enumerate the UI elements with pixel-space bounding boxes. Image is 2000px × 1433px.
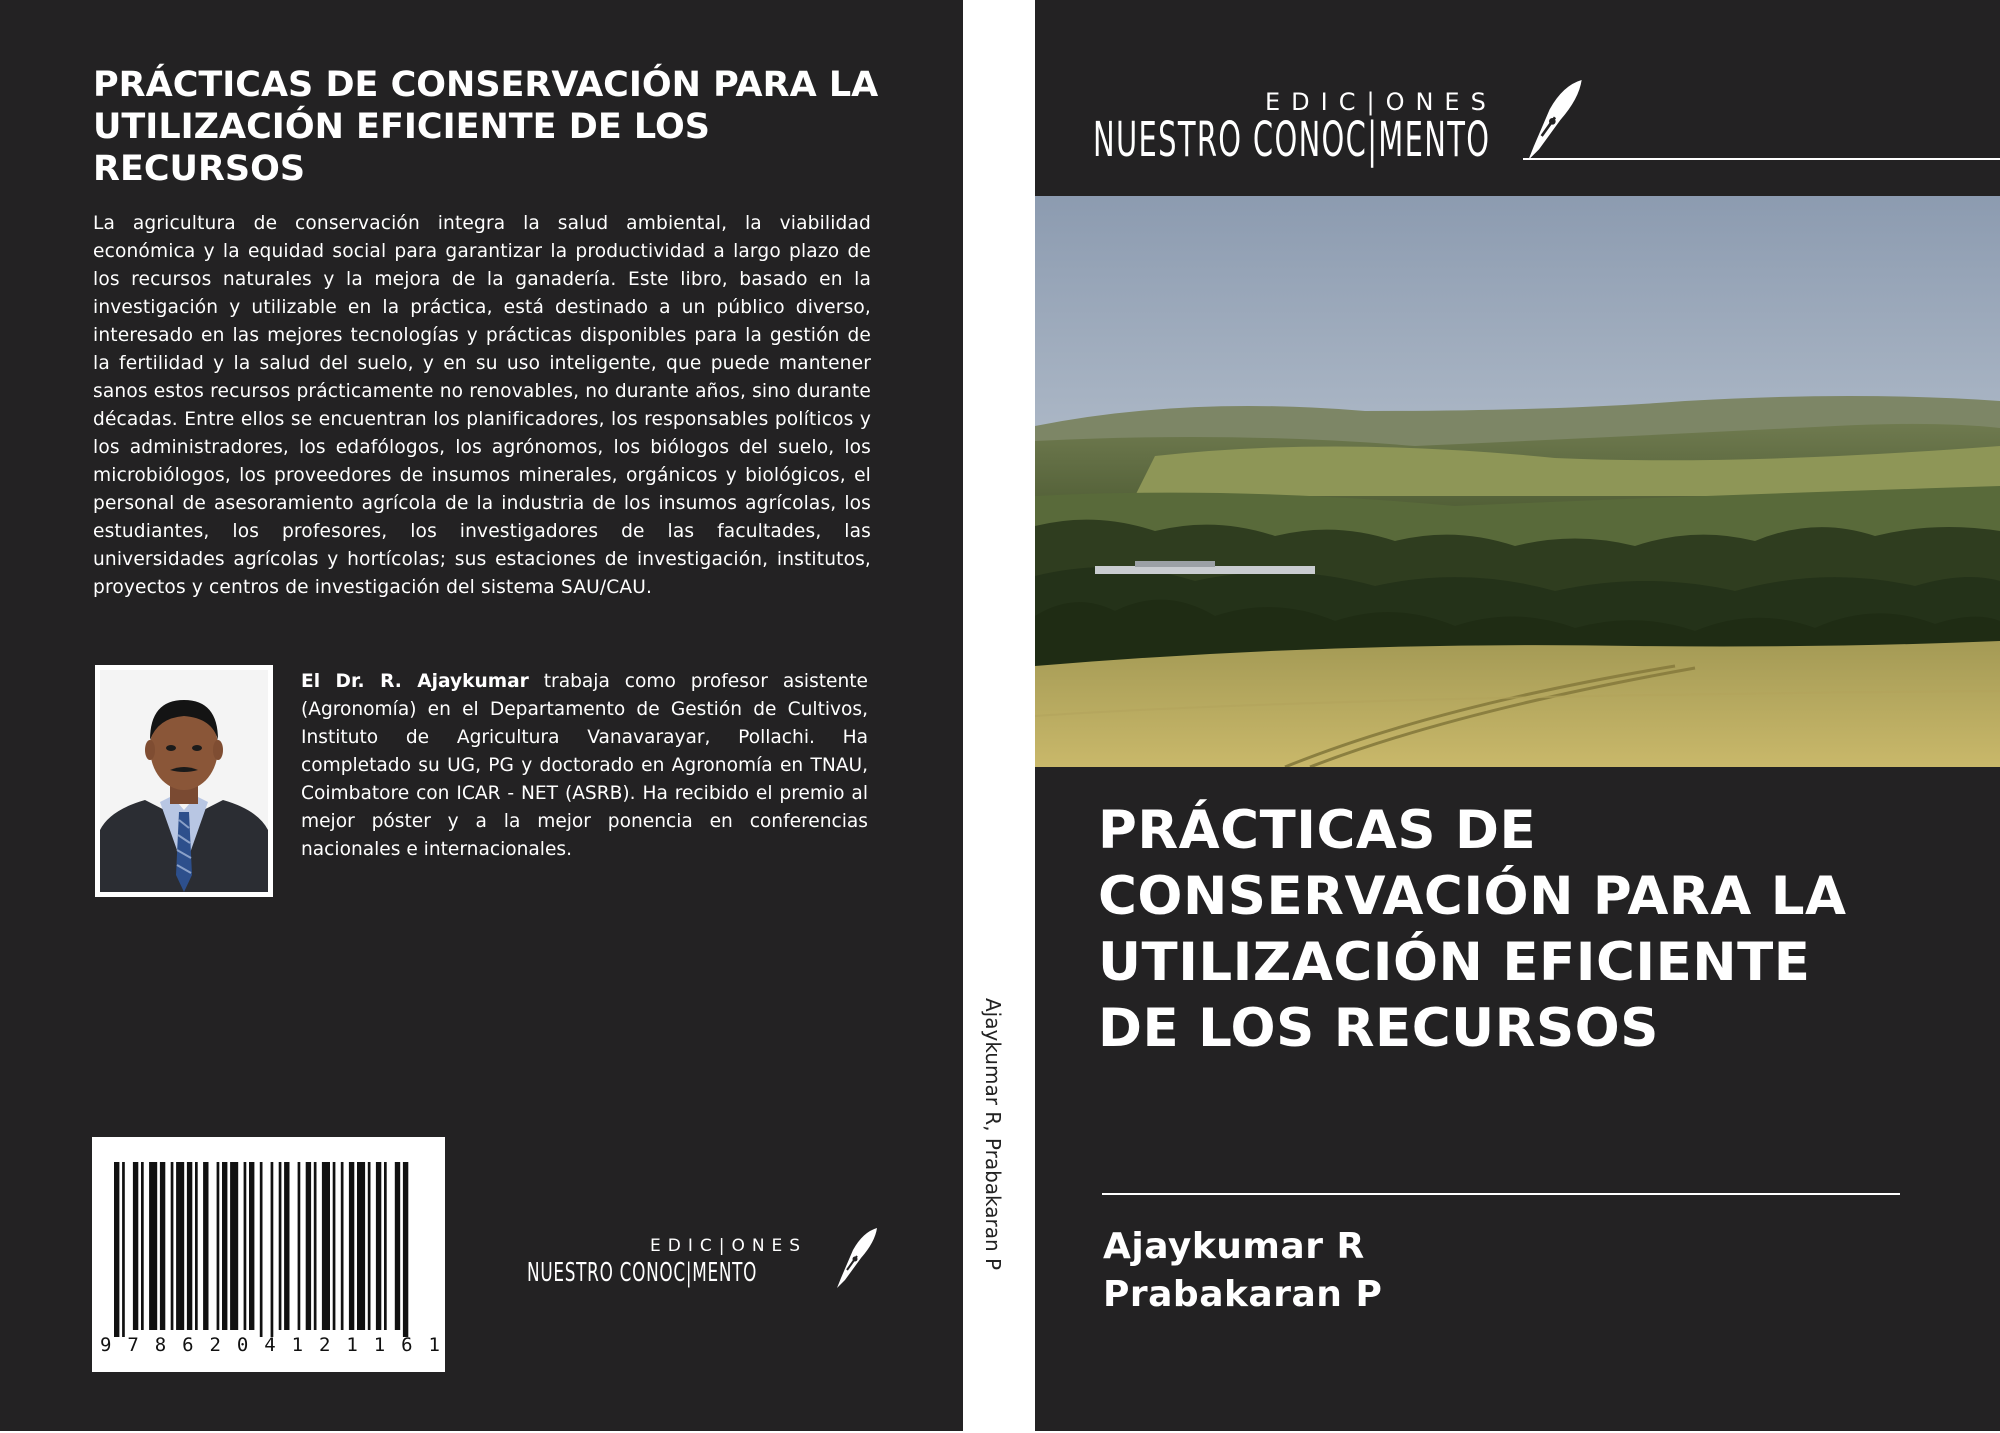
- barcode-bar: [298, 1162, 301, 1330]
- publisher-editions-text: EDIC|ONES: [650, 1236, 808, 1256]
- barcode-bar: [149, 1162, 157, 1330]
- author-bio-name: El Dr. R. Ajaykumar: [301, 671, 529, 692]
- cover-landscape-photo: [1035, 196, 2000, 767]
- publisher-logo-front: [1093, 70, 2000, 170]
- barcode-bar: [368, 1162, 371, 1330]
- barcode-bar: [333, 1162, 336, 1330]
- publisher-rule: [1523, 158, 2000, 160]
- barcode-bar: [217, 1162, 220, 1330]
- barcode-bar: [349, 1162, 354, 1330]
- isbn-barcode: [92, 1137, 445, 1372]
- barcode-bar: [284, 1162, 289, 1330]
- front-title-line-1: PRÁCTICAS DE: [1098, 800, 1537, 861]
- front-title-line-3: UTILIZACIÓN EFICIENTE: [1098, 932, 1811, 993]
- barcode-bar: [171, 1162, 174, 1330]
- isbn-digit: 6: [401, 1334, 413, 1356]
- barcode-bar: [222, 1162, 227, 1330]
- isbn-digit: 8: [154, 1334, 167, 1356]
- barcode-bar: [271, 1162, 274, 1337]
- barcode-bar: [395, 1162, 400, 1330]
- barcode-bar: [176, 1162, 184, 1330]
- isbn-digit: 7: [127, 1334, 139, 1356]
- barcode-bar: [122, 1162, 125, 1337]
- barcode-bar: [114, 1162, 119, 1337]
- barcode-bar: [203, 1162, 208, 1330]
- landscape-image: [1035, 196, 2000, 767]
- barcode-bar: [244, 1162, 247, 1330]
- isbn-digit: 1: [291, 1334, 304, 1356]
- isbn-digit: 4: [264, 1334, 276, 1356]
- isbn-digit: 0: [236, 1334, 249, 1356]
- barcode-bar: [357, 1162, 365, 1330]
- front-author-2: Prabakaran P: [1103, 1274, 1383, 1315]
- barcode-bar: [376, 1162, 381, 1330]
- isbn-digit: 1: [346, 1334, 358, 1356]
- front-author-1: Ajaykumar R: [1103, 1226, 1365, 1267]
- front-cover-title: [1098, 798, 1978, 1062]
- publisher-name-text: NUESTRO CONOC|MENTO: [1093, 112, 1491, 168]
- isbn-digit: 1: [428, 1334, 440, 1356]
- publisher-logo-back: [525, 1230, 885, 1290]
- barcode-bar: [384, 1162, 387, 1330]
- fountain-pen-nib-icon: [833, 1226, 881, 1290]
- front-title-line-2: CONSERVACIÓN PARA LA: [1098, 866, 1847, 927]
- barcode-bar: [260, 1162, 263, 1337]
- barcode-bar: [187, 1162, 192, 1330]
- author-bio: [301, 668, 868, 864]
- isbn-digit: 1: [373, 1334, 386, 1356]
- spine-authors: Ajaykumar R, Prabakaran P: [981, 998, 1005, 1271]
- fountain-pen-nib-icon: [1523, 72, 1587, 168]
- isbn-digit: 2: [209, 1334, 221, 1356]
- author-bio-text: trabaja como profesor asistente (Agronomía) en el Departamento de Gestión de Cultivos, Instituto de Agricultura Vanavarayar, Pollachi. Ha completado su UG, PG y doctorado en Agronomía en TNAU, Coimbatore con ICAR - NET (ASRB). Ha recibido el premio al mejor póster y a la mejor ponencia en conferencias nacionales e internacionales.: [301, 671, 868, 860]
- back-cover-title: PRÁCTICAS DE CONSERVACIÓN PARA LA UTILIZACIÓN EFICIENTE DE LOS RECURSOS: [93, 65, 879, 189]
- isbn-digit: 6: [182, 1334, 194, 1356]
- barcode-bar: [133, 1162, 138, 1330]
- barcode-bar: [306, 1162, 311, 1330]
- barcode-bar: [195, 1162, 198, 1330]
- barcode-bar: [249, 1162, 254, 1330]
- publisher-name-text: NUESTRO CONOC|MENTO: [527, 1258, 758, 1288]
- author-portrait-image: [100, 670, 268, 892]
- front-title-line-4: DE LOS RECURSOS: [1098, 998, 1659, 1059]
- barcode-bar: [230, 1162, 238, 1330]
- barcode-bar: [322, 1162, 330, 1330]
- front-cover-rule: [1102, 1193, 1900, 1195]
- barcode-bar: [341, 1162, 344, 1330]
- barcode-bars: [92, 1137, 445, 1337]
- barcode-bar: [141, 1162, 144, 1330]
- back-cover-blurb: La agricultura de conservación integra la salud ambiental, la viabilidad económica y la equidad social para garantizar la productividad a largo plazo de los recursos naturales y la mejora de la ganadería. Este libro, basado en la investigación y utilizable en la práctica, está destinado a un público diverso, interesado en las mejores tecnologías y prácticas disponibles para la gestión de la fertilidad y la salud del suelo, y en su uso inteligente, que puede mantener sanos estos recursos prácticamente no renovables, no durante años, sino durante décadas. Entre ellos se encuentran los planificadores, los responsables políticos y los administradores, los edafólogos, los agrónomos, los biólogos del suelo, los microbiólogos, los proveedores de insumos minerales, orgánicos y biológicos, el personal de asesoramiento agrícola de la industria de los insumos agrícolas, los estudiantes, los profesores, los investigadores de las facultades, las universidades agrícolas y hortícolas; sus estaciones de investigación, institutos, proyectos y centros de investigación del sistema SAU/CAU.: [93, 213, 871, 598]
- publisher-editions-text: EDIC|ONES: [1265, 88, 1497, 116]
- barcode-bar: [403, 1162, 408, 1337]
- isbn-digits: [100, 1334, 440, 1356]
- author-photo: [95, 665, 273, 897]
- barcode-bar: [279, 1162, 282, 1330]
- isbn-digit: 9: [100, 1334, 112, 1356]
- barcode-bar: [314, 1162, 317, 1330]
- isbn-digit: 2: [319, 1334, 331, 1356]
- barcode-bar: [160, 1162, 165, 1330]
